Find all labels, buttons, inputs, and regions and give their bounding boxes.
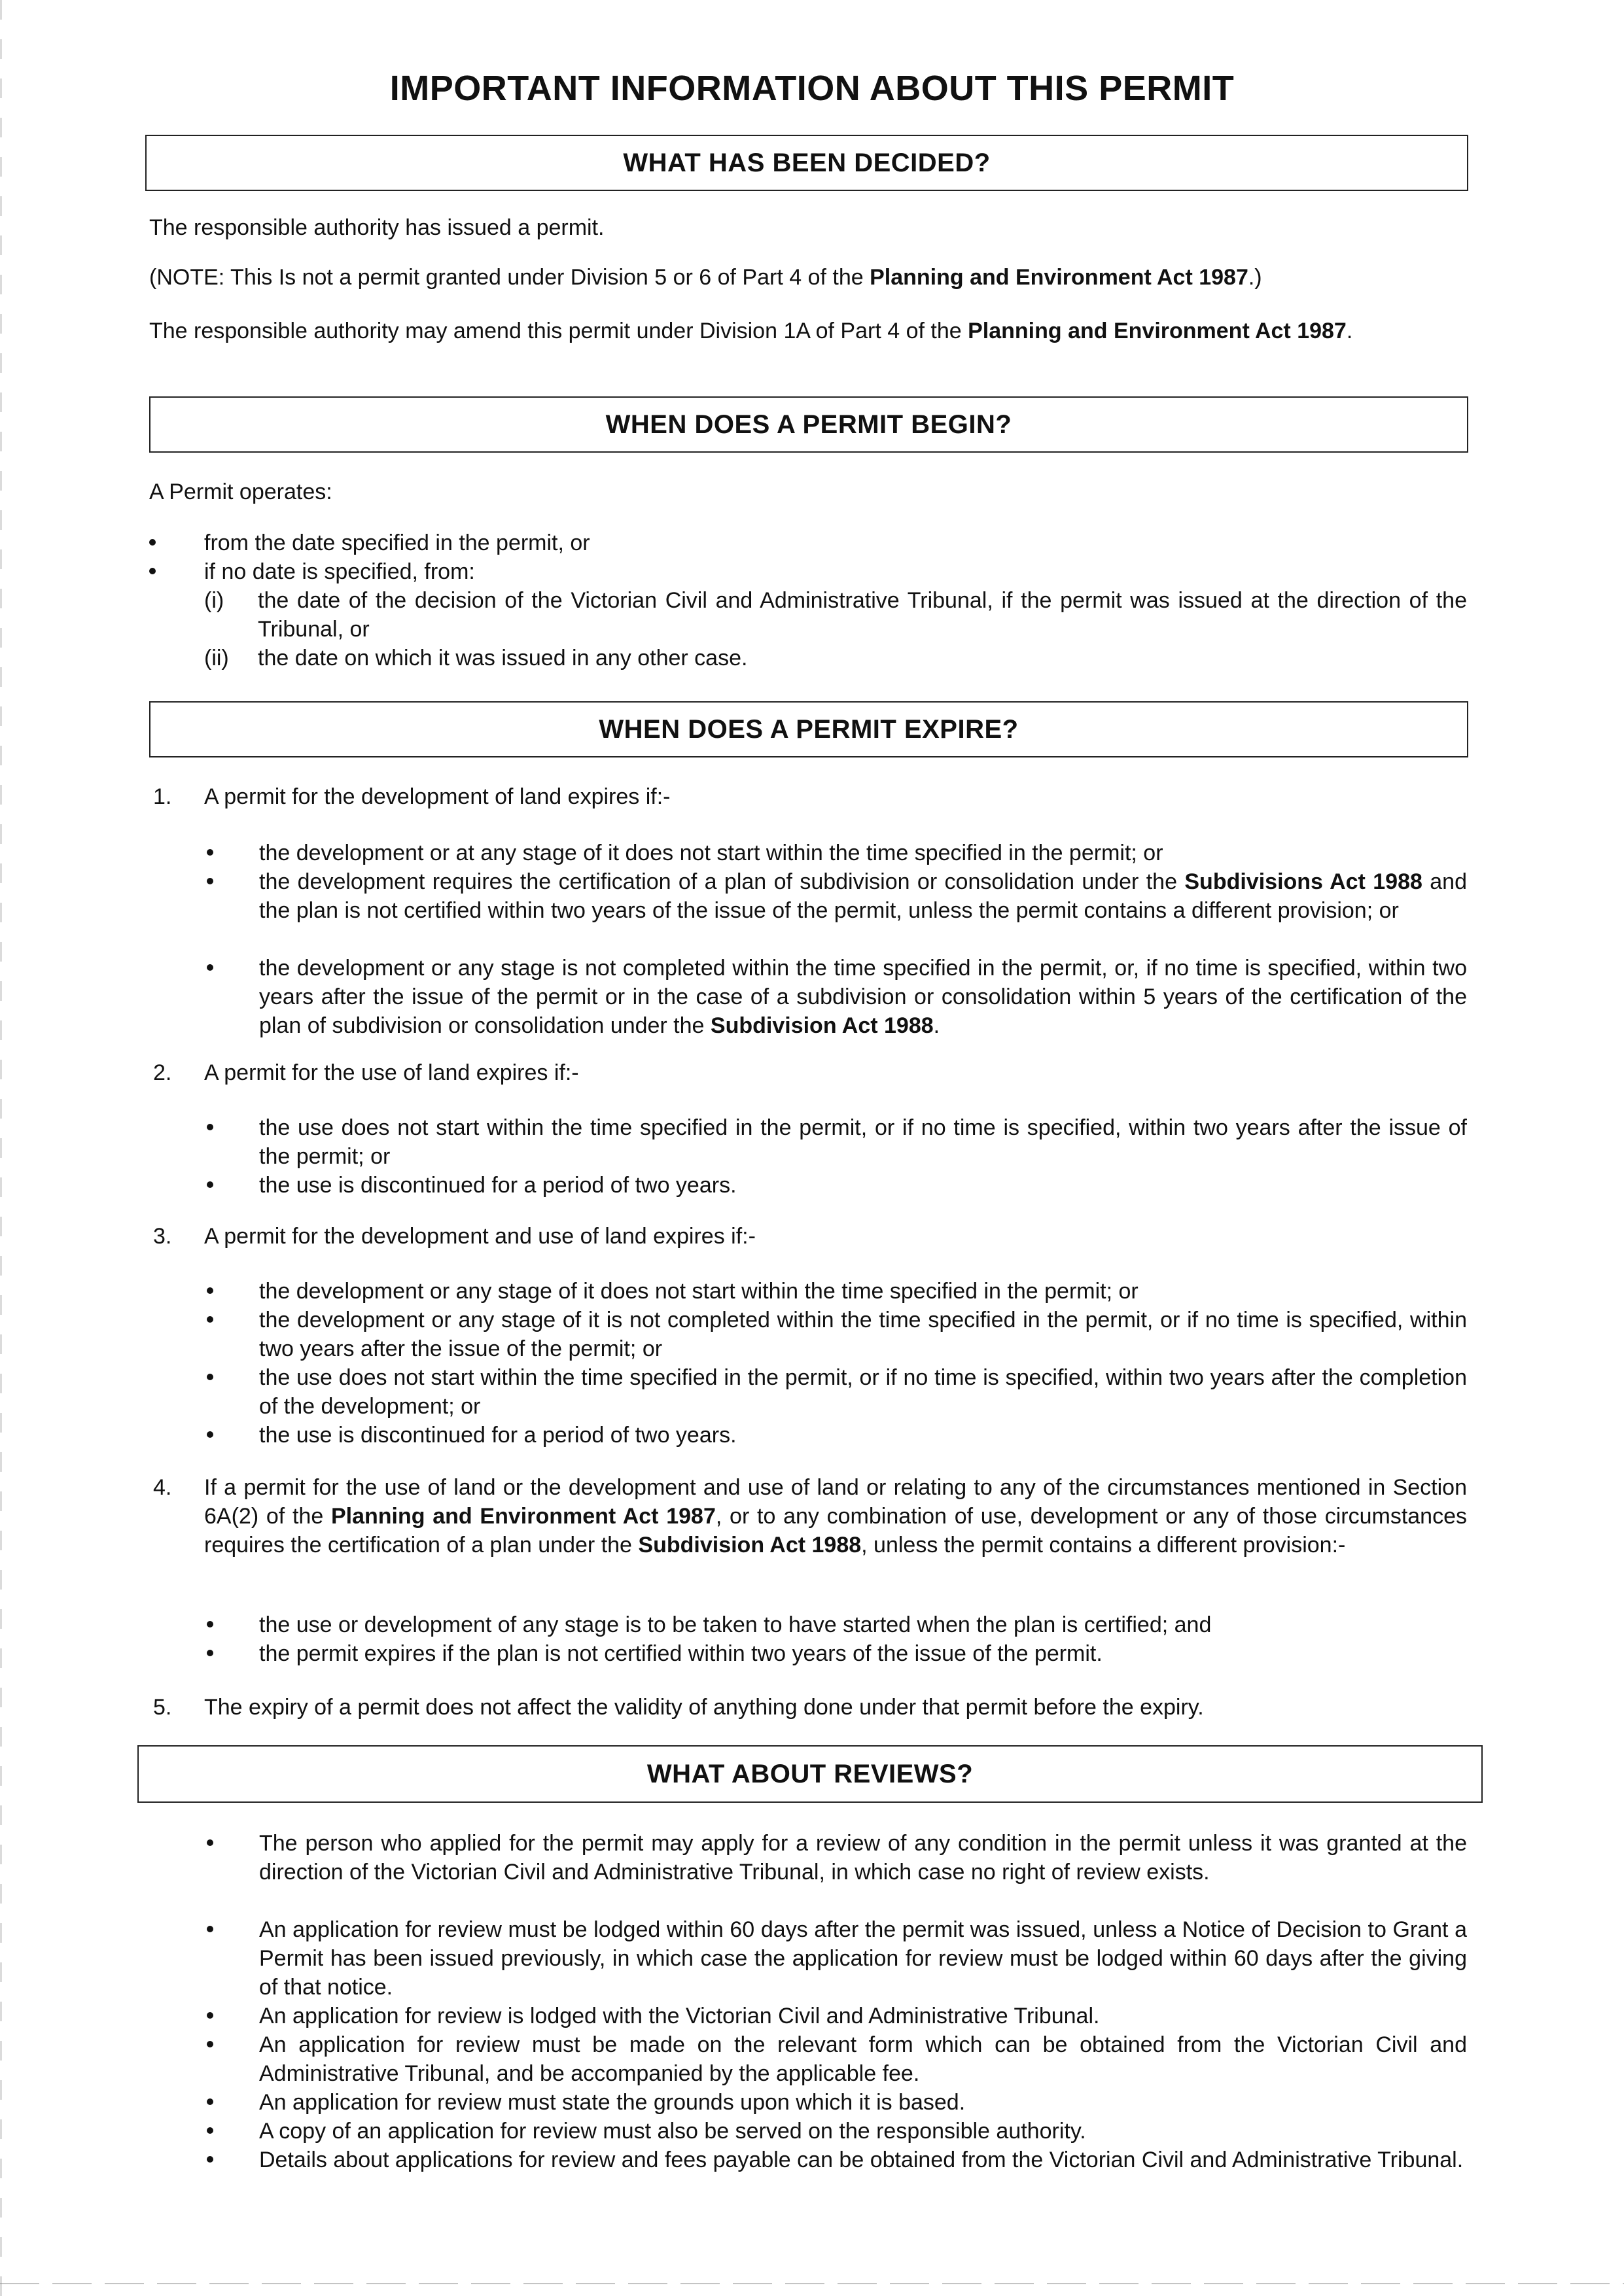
expire-item-5: The expiry of a permit does not affect the validity of anything done under that permit before the expiry.: [204, 1695, 1204, 1720]
text: and the plan is not certified within two years of the issue of the permit, unless the permit contains a different provision; or: [259, 869, 1467, 923]
item-number: 5.: [153, 1695, 172, 1720]
decided-paragraph-2: [149, 263, 1464, 292]
item-number: 2.: [153, 1060, 172, 1085]
page-title: IMPORTANT INFORMATION ABOUT THIS PERMIT: [389, 69, 1235, 108]
text: the development or any stage is not completed within the time specified in the permit, or, if no time is specified, within two years after the issue of the permit or in the case of a subdivision or consolidation within 5 years of the certification of the plan of subdivision or consolidation under the: [259, 956, 1467, 1038]
act: Subdivisions Act 1988: [1184, 869, 1422, 894]
item-number: 3.: [153, 1224, 172, 1249]
text: .: [933, 1013, 940, 1038]
bullet-icon: [207, 2041, 213, 2047]
begin-subitem-2: the date on which it was issued in any other case.: [258, 646, 748, 670]
item-number: 1.: [153, 784, 172, 809]
text: the development requires the certification of a plan of subdivision or consolidation under the: [259, 869, 1185, 894]
p2-end: .): [1248, 265, 1262, 290]
decided-paragraph-1: The responsible authority has issued a permit.: [149, 215, 605, 240]
review-bullet-6: A copy of an application for review must also be served on the responsible authority.: [259, 2119, 1086, 2144]
act: Subdivision Act 1988: [710, 1013, 934, 1038]
expire-item-2-bullet-1: the use does not start within the time specified in the permit, or if no time is specified, within two years after the issue of the permit; or: [259, 1115, 1467, 1169]
expire-item-4-bullet-2: the permit expires if the plan is not certified within two years of the issue of the permit.: [259, 1641, 1103, 1666]
scan-edge: [0, 0, 2, 2296]
expire-item-2-bullet-2: the use is discontinued for a period of two years.: [259, 1173, 737, 1198]
review-bullet-3: An application for review is lodged with the Victorian Civil and Administrative Tribunal.: [259, 2004, 1100, 2028]
p2-act: Planning and Environment Act 1987: [870, 265, 1248, 290]
p3-text: The responsible authority may amend this permit under Division 1A of Part 4 of the: [149, 319, 968, 343]
begin-bullet-1: from the date specified in the permit, or: [204, 531, 590, 555]
bullet-icon: [207, 1621, 213, 1627]
heading-text: WHEN DOES A PERMIT EXPIRE?: [599, 715, 1019, 744]
expire-item-3-bullet-3: the use does not start within the time specified in the permit, or if no time is specified, within two years after the completion of the development; or: [259, 1365, 1467, 1419]
bullet-icon: [207, 2012, 213, 2019]
heading-when-does-permit-expire: [149, 701, 1468, 757]
bullet-icon: [207, 1287, 213, 1294]
bullet-icon: [149, 568, 156, 574]
expire-item-1-bullet-1: the development or at any stage of it does not start within the time specified in the permit; or: [259, 841, 1163, 865]
p3-act: Planning and Environment Act 1987: [968, 319, 1347, 343]
text: If a permit for the use of land or the development and use of land or relating to any of the circumstances mentioned in Section 6A(2) of the: [204, 1475, 1467, 1529]
bullet-icon: [207, 1431, 213, 1438]
bullet-icon: [207, 2098, 213, 2105]
bullet-icon: [207, 2127, 213, 2134]
begin-bullet-2: if no date is specified, from:: [204, 559, 475, 584]
begin-intro: A Permit operates:: [149, 479, 332, 504]
begin-subitem-1: the date of the decision of the Victorian Civil and Administrative Tribunal, if the permit was issued at the direction of the Tribunal, or: [258, 588, 1467, 642]
subitem-number: (ii): [204, 646, 229, 670]
review-bullet-7: Details about applications for review and fees payable can be obtained from the Victorian Civil and Administrative Tribunal.: [259, 2148, 1464, 2172]
text: , or to any combination of use, development or any of those circumstances requires the certification of a plan under the: [204, 1504, 1467, 1557]
expire-item-1-bullet-2: [259, 867, 1467, 925]
bullet-icon: [207, 964, 213, 971]
bullet-icon: [207, 1926, 213, 1932]
review-bullet-5: An application for review must state the grounds upon which it is based.: [259, 2090, 966, 2115]
expire-item-3-bullet-2: the development or any stage of it is not completed within the time specified in the permit, or if no time is specified, within two years after the issue of the permit; or: [259, 1308, 1467, 1361]
item-number: 4.: [153, 1475, 172, 1500]
bullet-icon: [207, 1316, 213, 1323]
act: Planning and Environment Act 1987: [330, 1504, 716, 1529]
heading-text: WHAT ABOUT REVIEWS?: [646, 1760, 974, 1788]
expire-item-4: [204, 1473, 1467, 1559]
expire-item-1: A permit for the development of land expires if:-: [204, 784, 671, 809]
act: Subdivision Act 1988: [638, 1533, 862, 1557]
bullet-icon: [207, 849, 213, 856]
review-bullet-1: The person who applied for the permit may apply for a review of any condition in the permit unless it was granted at the direction of the Victorian Civil and Administrative Tribunal, in which case no right of review exists.: [259, 1831, 1467, 1885]
heading-what-about-reviews: [137, 1745, 1483, 1803]
expire-item-2: A permit for the use of land expires if:-: [204, 1060, 579, 1085]
heading-text: WHAT HAS BEEN DECIDED?: [623, 148, 991, 177]
subitem-number: (i): [204, 588, 224, 613]
review-bullet-2: An application for review must be lodged within 60 days after the permit was issued, unless a Notice of Decision to Grant a Permit has been issued previously, in which case the application for review must be lodged within 60 days after the giving of that notice.: [259, 1917, 1467, 2000]
bullet-icon: [207, 1374, 213, 1380]
expire-item-3: A permit for the development and use of land expires if:-: [204, 1224, 756, 1249]
bullet-icon: [207, 878, 213, 884]
expire-item-3-bullet-4: the use is discontinued for a period of two years.: [259, 1423, 737, 1448]
expire-item-4-bullet-1: the use or development of any stage is to be taken to have started when the plan is certified; and: [259, 1612, 1212, 1637]
bullet-icon: [207, 1181, 213, 1188]
review-bullet-4: An application for review must be made on the relevant form which can be obtained from the Victorian Civil and Administrative Tribunal, and be accompanied by the applicable fee.: [259, 2032, 1467, 2086]
heading-text: WHEN DOES A PERMIT BEGIN?: [605, 410, 1012, 439]
expire-item-3-bullet-1: the development or any stage of it does not start within the time specified in the permit; or: [259, 1279, 1139, 1304]
p2-text: (NOTE: This Is not a permit granted under Division 5 or 6 of Part 4 of the: [149, 265, 870, 290]
bullet-icon: [207, 1650, 213, 1656]
bullet-icon: [207, 1839, 213, 1846]
bullet-icon: [149, 539, 156, 546]
text: , unless the permit contains a different provision:-: [861, 1533, 1346, 1557]
expire-item-1-bullet-3: [259, 954, 1467, 1040]
heading-when-does-permit-begin: [149, 396, 1468, 453]
bullet-icon: [207, 1124, 213, 1130]
bullet-icon: [207, 2156, 213, 2163]
heading-what-has-been-decided: [145, 135, 1468, 191]
decided-paragraph-3: [149, 317, 1464, 345]
scan-bottom-edge: [0, 2283, 1624, 2284]
p3-end: .: [1346, 319, 1353, 343]
